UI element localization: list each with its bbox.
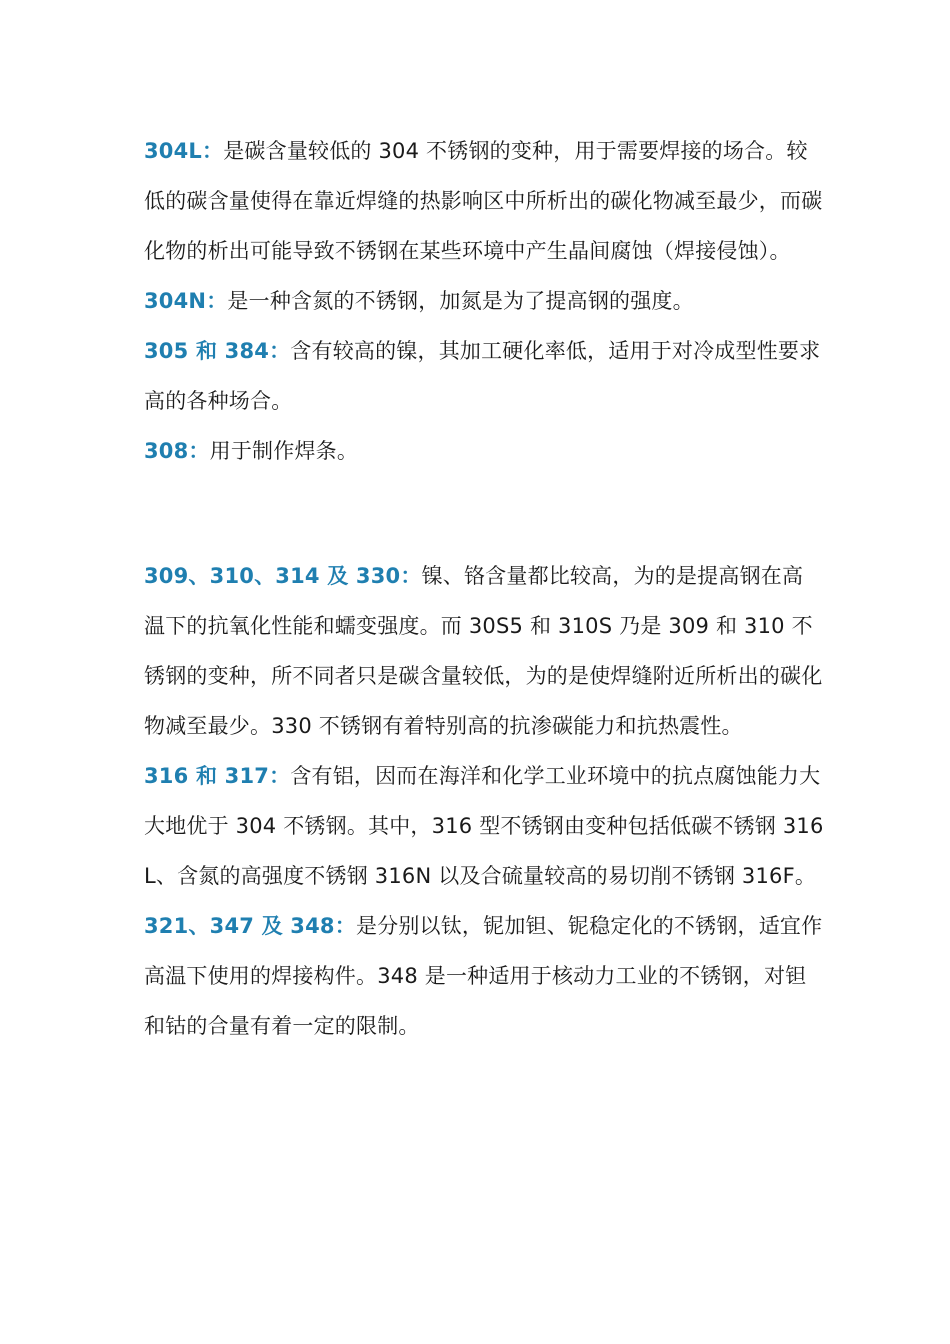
- entry-label: 304N：: [144, 289, 228, 313]
- entry-label: 308：: [144, 439, 210, 463]
- entry-text: 含有铝，因而在海洋和化学工业环境中的抗点腐蚀能力大大地优于 304 不锈钢。其中，316 型不锈钢由变种包括低碳不锈钢 316L、含氮的高强度不锈钢 316N 以及合硫量较高的易切削不锈钢 316F。: [144, 764, 824, 888]
- entry-text: 含有较高的镍，其加工硬化率低，适用于对冷成型性要求高的各种场合。: [144, 339, 821, 413]
- entry-text: 镍、铬含量都比较高，为的是提高钢在高温下的抗氧化性能和蠕变强度。而 30S5 和 310S 乃是 309 和 310 不锈钢的变种，所不同者只是碳含量较低，为的是使焊缝附近所析出的碳化物减至最少。330 不锈钢有着特别高的抗渗碳能力和抗热震性。: [144, 564, 823, 738]
- entry-text: 是碳含量较低的 304 不锈钢的变种，用于需要焊接的场合。较低的碳含量使得在靠近焊缝的热影响区中所析出的碳化物减至最少，而碳化物的析出可能导致不锈钢在某些环境中产生晶间腐蚀（焊接侵蚀）。: [144, 139, 823, 263]
- entry-label: 316 和 317：: [144, 764, 291, 788]
- entry-label: 305 和 384：: [144, 339, 291, 363]
- entry-label: 304L：: [144, 139, 224, 163]
- entry-309-310-314-330: [144, 551, 824, 751]
- entry-305-384: [144, 326, 824, 426]
- entry-308: [144, 426, 824, 476]
- entry-text: 用于制作焊条。: [209, 439, 359, 463]
- entry-label: 321、347 及 348：: [144, 914, 356, 938]
- section-spacer: [144, 476, 824, 551]
- entry-text: 是一种含氮的不锈钢，加氮是为了提高钢的强度。: [227, 289, 694, 313]
- entry-316-317: [144, 751, 824, 901]
- entry-label: 309、310、314 及 330：: [144, 564, 422, 588]
- entry-text: 是分别以钛，铌加钽、铌稳定化的不锈钢，适宜作高温下使用的焊接构件。348 是一种适用于核动力工业的不锈钢，对钽和钴的合量有着一定的限制。: [144, 914, 823, 1038]
- entry-321-347-348: [144, 901, 824, 1051]
- entry-304l: [144, 126, 824, 276]
- document-body: [144, 126, 824, 1051]
- entry-304n: [144, 276, 824, 326]
